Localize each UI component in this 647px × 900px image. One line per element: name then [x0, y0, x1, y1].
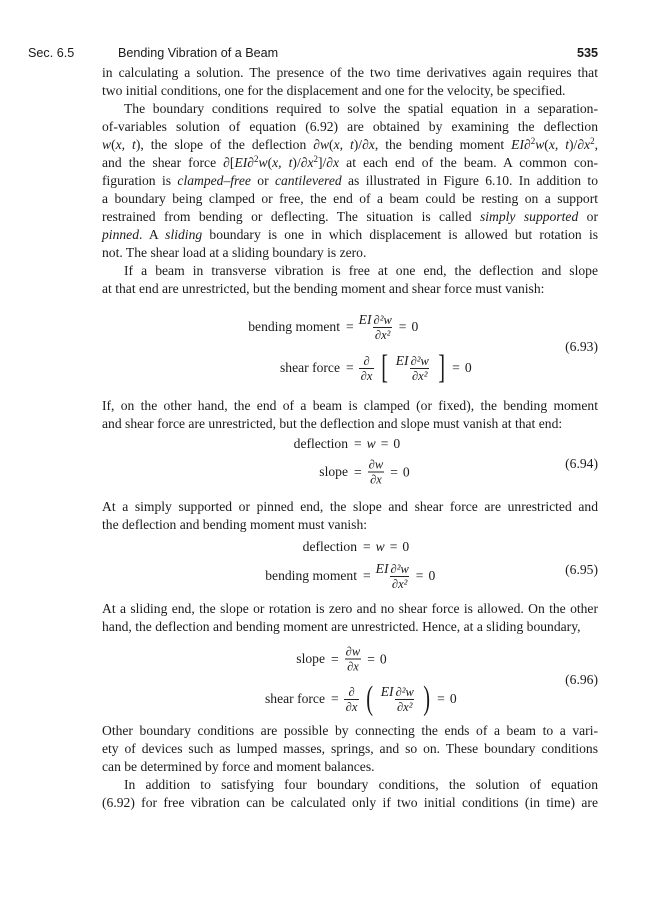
text-segment: x, t	[548, 137, 570, 152]
paragraph-pinned	[102, 498, 598, 534]
denominator: ∂x²	[374, 328, 391, 342]
equals-sign: =	[380, 436, 389, 451]
text-line	[102, 600, 598, 618]
fraction	[367, 458, 386, 487]
fraction	[344, 645, 363, 674]
text-segment: x, t	[272, 155, 293, 170]
text-segment: At a simply supported or pinned end, the slope and shear force are unrestricted and	[102, 499, 598, 514]
text-segment: x	[584, 137, 591, 152]
fraction	[389, 562, 411, 591]
text-segment: x	[333, 155, 340, 170]
equals-sign: =	[437, 691, 445, 706]
numerator: ∂w	[345, 644, 361, 659]
text-line	[102, 262, 598, 280]
text-segment: . A	[139, 227, 166, 242]
text-segment: w	[258, 155, 268, 170]
equals-sign: =	[367, 651, 375, 666]
text-segment: boundary is one in which displacement is allowed but rotation is	[202, 227, 599, 242]
eq-term: EI	[375, 561, 389, 576]
eq-value: 0	[402, 464, 410, 479]
equals-sign: =	[363, 539, 371, 554]
text-segment: 2	[254, 154, 259, 164]
eq-label: slope	[296, 651, 325, 666]
fraction	[409, 354, 431, 383]
text-segment: a boundary being clamped or free, the end of a beam could be resting on a support	[102, 191, 598, 206]
text-segment: ∂	[523, 137, 531, 152]
text-line	[102, 172, 598, 190]
text-segment: (6.92) for free vibration can be calculated only if two initial conditions (in time) are	[102, 795, 598, 810]
equation-number: (6.93)	[565, 339, 598, 354]
section-number: Sec. 6.5	[28, 46, 75, 60]
text-segment: ,	[594, 137, 598, 152]
numerator: ∂²w	[373, 313, 392, 327]
text-segment: sliding	[165, 227, 203, 242]
text-segment: w	[319, 137, 330, 152]
text-segment: figuration is	[102, 173, 178, 188]
text-segment: In addition to satisfying four boundary conditions, the solution of equation	[124, 777, 598, 792]
text-line	[102, 64, 598, 82]
text-segment: ]/∂	[318, 155, 334, 170]
equals-sign: =	[346, 319, 354, 334]
text-segment: )/∂	[569, 137, 585, 152]
text-line	[102, 280, 598, 298]
text-line	[102, 100, 598, 118]
running-header	[28, 46, 598, 64]
eq-term: w	[375, 539, 385, 554]
text-segment: If a beam in transverse vibration is free at one end, the deflection and slope	[124, 263, 598, 278]
right-bracket: ]	[438, 349, 445, 386]
equals-sign: =	[354, 436, 362, 451]
text-segment: and the shear force ∂[	[102, 155, 235, 170]
text-line	[102, 415, 598, 433]
text-line	[102, 618, 598, 636]
text-segment: x	[368, 137, 375, 152]
text-segment: pinned	[102, 227, 139, 242]
equals-sign: =	[390, 464, 398, 479]
text-line	[102, 740, 598, 758]
equation-number: (6.96)	[565, 672, 598, 687]
text-segment: )/∂	[292, 155, 308, 170]
right-paren: )	[423, 680, 430, 717]
numerator: ∂²w	[395, 685, 414, 699]
text-segment: restrained from bending or deflecting. The situation is called	[102, 209, 480, 224]
eq-term: EI	[380, 684, 394, 699]
text-segment: (	[111, 137, 116, 152]
equals-sign: =	[354, 464, 362, 479]
eq-label: deflection	[302, 539, 357, 554]
text-segment: or	[578, 209, 598, 224]
eq-label: shear force	[265, 691, 325, 706]
text-segment: The boundary conditions required to solve the spatial equation in a separation-	[124, 101, 598, 116]
text-segment: cantilevered	[274, 173, 342, 188]
text-line	[102, 244, 598, 262]
eq-value: 0	[411, 319, 419, 334]
text-segment: EI	[511, 137, 524, 152]
text-line	[102, 190, 598, 208]
text-line	[102, 118, 598, 136]
equation-number: (6.95)	[565, 562, 598, 577]
text-segment: two initial conditions, one for the displacement and one for the velocity, be specified.	[102, 83, 566, 98]
text-segment: )/∂	[353, 137, 369, 152]
text-segment: at each end of the beam. A common con-	[339, 155, 599, 170]
eq-value: 0	[379, 651, 387, 666]
text-segment: EI	[234, 155, 248, 170]
paragraph-sliding	[102, 600, 598, 636]
eq-label: bending moment	[265, 568, 357, 583]
fraction	[344, 685, 360, 714]
text-segment: ety of devices such as lumped masses, springs, and so on. These boundary conditions	[102, 741, 598, 756]
eq-label: bending moment	[248, 319, 340, 334]
text-segment: 2	[313, 154, 318, 164]
equation-number: (6.94)	[565, 456, 598, 471]
text-segment: ), the slope of the deflection ∂	[135, 137, 320, 152]
fraction	[359, 354, 375, 383]
fraction	[394, 685, 416, 714]
left-paren: (	[366, 680, 374, 717]
fraction	[372, 313, 394, 342]
numerator: ∂²w	[410, 354, 429, 368]
text-segment: and shear force are unrestricted, but the deflection and slope must vanish at that end:	[102, 416, 563, 431]
text-segment: hand, the deflection and bending moment are unrestricted. Hence, at a sliding boundary,	[102, 619, 581, 634]
page-number: 535	[576, 46, 598, 60]
eq-value: 0	[449, 691, 457, 706]
eq-value: 0	[402, 539, 410, 554]
text-line	[102, 397, 598, 415]
text-segment: x, t	[115, 137, 136, 152]
denominator: ∂x²	[411, 369, 428, 383]
paragraph-other-conditions	[102, 722, 598, 812]
eq-label: shear force	[280, 360, 340, 375]
text-segment: If, on the other hand, the end of a beam is clamped (or fixed), the bending moment	[102, 398, 598, 413]
text-segment: , the bending moment	[374, 137, 512, 152]
eq-term: EI	[395, 353, 409, 368]
text-segment: (	[329, 137, 334, 152]
equals-sign: =	[389, 539, 398, 554]
text-segment: can be determined by force and moment balances.	[102, 759, 375, 774]
denominator: ∂x	[360, 368, 373, 383]
text-segment: Other boundary conditions are possible by connecting the ends of a beam to a vari-	[102, 723, 598, 738]
text-segment: clamped–free	[177, 173, 251, 188]
denominator: ∂x	[347, 659, 359, 674]
denominator: ∂x	[370, 472, 382, 487]
text-line	[102, 136, 598, 154]
text-segment: (	[267, 155, 273, 170]
text-line	[102, 794, 598, 812]
paragraph-clamped	[102, 397, 598, 433]
denominator: ∂x²	[391, 577, 408, 591]
equals-sign: =	[415, 568, 424, 583]
text-line	[102, 226, 598, 244]
text-segment: At a sliding end, the slope or rotation is zero and no shear force is allowed. On the other	[102, 601, 598, 616]
equals-sign: =	[331, 691, 339, 706]
text-line	[102, 154, 598, 172]
text-segment: 2	[530, 136, 536, 146]
text-segment: or	[250, 173, 275, 188]
text-line	[102, 208, 598, 226]
text-line	[102, 722, 598, 740]
text-line	[102, 82, 598, 100]
equals-sign: =	[363, 568, 371, 583]
text-segment: w	[535, 137, 545, 152]
numerator: ∂²w	[390, 562, 409, 576]
text-segment: of-variables solution of equation (6.92) are obtained by examining the deflection	[102, 119, 598, 134]
text-segment: in calculating a solution. The presence of the two time derivatives again requires that	[102, 65, 598, 80]
numerator: ∂	[363, 353, 370, 368]
text-line	[102, 516, 598, 534]
text-segment: 2	[590, 136, 595, 146]
text-line	[102, 776, 598, 794]
eq-value: 0	[428, 568, 436, 583]
numerator: ∂w	[368, 457, 384, 472]
eq-term: EI	[358, 312, 372, 327]
eq-value: 0	[393, 436, 401, 451]
text-segment: simply supported	[479, 209, 579, 224]
text-segment: as illustrated in Figure 6.10. In addition to	[341, 173, 598, 188]
text-segment: x	[307, 155, 314, 170]
text-segment: ∂	[247, 155, 254, 170]
left-bracket: [	[381, 349, 389, 386]
paragraph-intro	[102, 64, 598, 298]
text-segment: at that end are unrestricted, but the bending moment and shear force must vanish:	[102, 281, 545, 296]
equals-sign: =	[452, 360, 460, 375]
text-segment: x, t	[333, 137, 354, 152]
text-line	[102, 498, 598, 516]
denominator: ∂x	[345, 699, 358, 714]
eq-term: w	[366, 436, 376, 451]
section-title: Bending Vibration of a Beam	[118, 46, 279, 60]
text-segment: (	[544, 137, 549, 152]
numerator: ∂	[348, 684, 355, 699]
text-segment: not. The shear load at a sliding boundary is zero.	[102, 245, 367, 260]
denominator: ∂x²	[396, 700, 413, 714]
text-line	[102, 758, 598, 776]
equals-sign: =	[331, 651, 339, 666]
eq-label: slope	[319, 464, 348, 479]
text-segment: w	[102, 137, 112, 152]
equals-sign: =	[398, 319, 407, 334]
eq-label: deflection	[293, 436, 348, 451]
equals-sign: =	[346, 360, 354, 375]
eq-value: 0	[464, 360, 472, 375]
text-segment: the deflection and bending moment must vanish:	[102, 517, 368, 532]
